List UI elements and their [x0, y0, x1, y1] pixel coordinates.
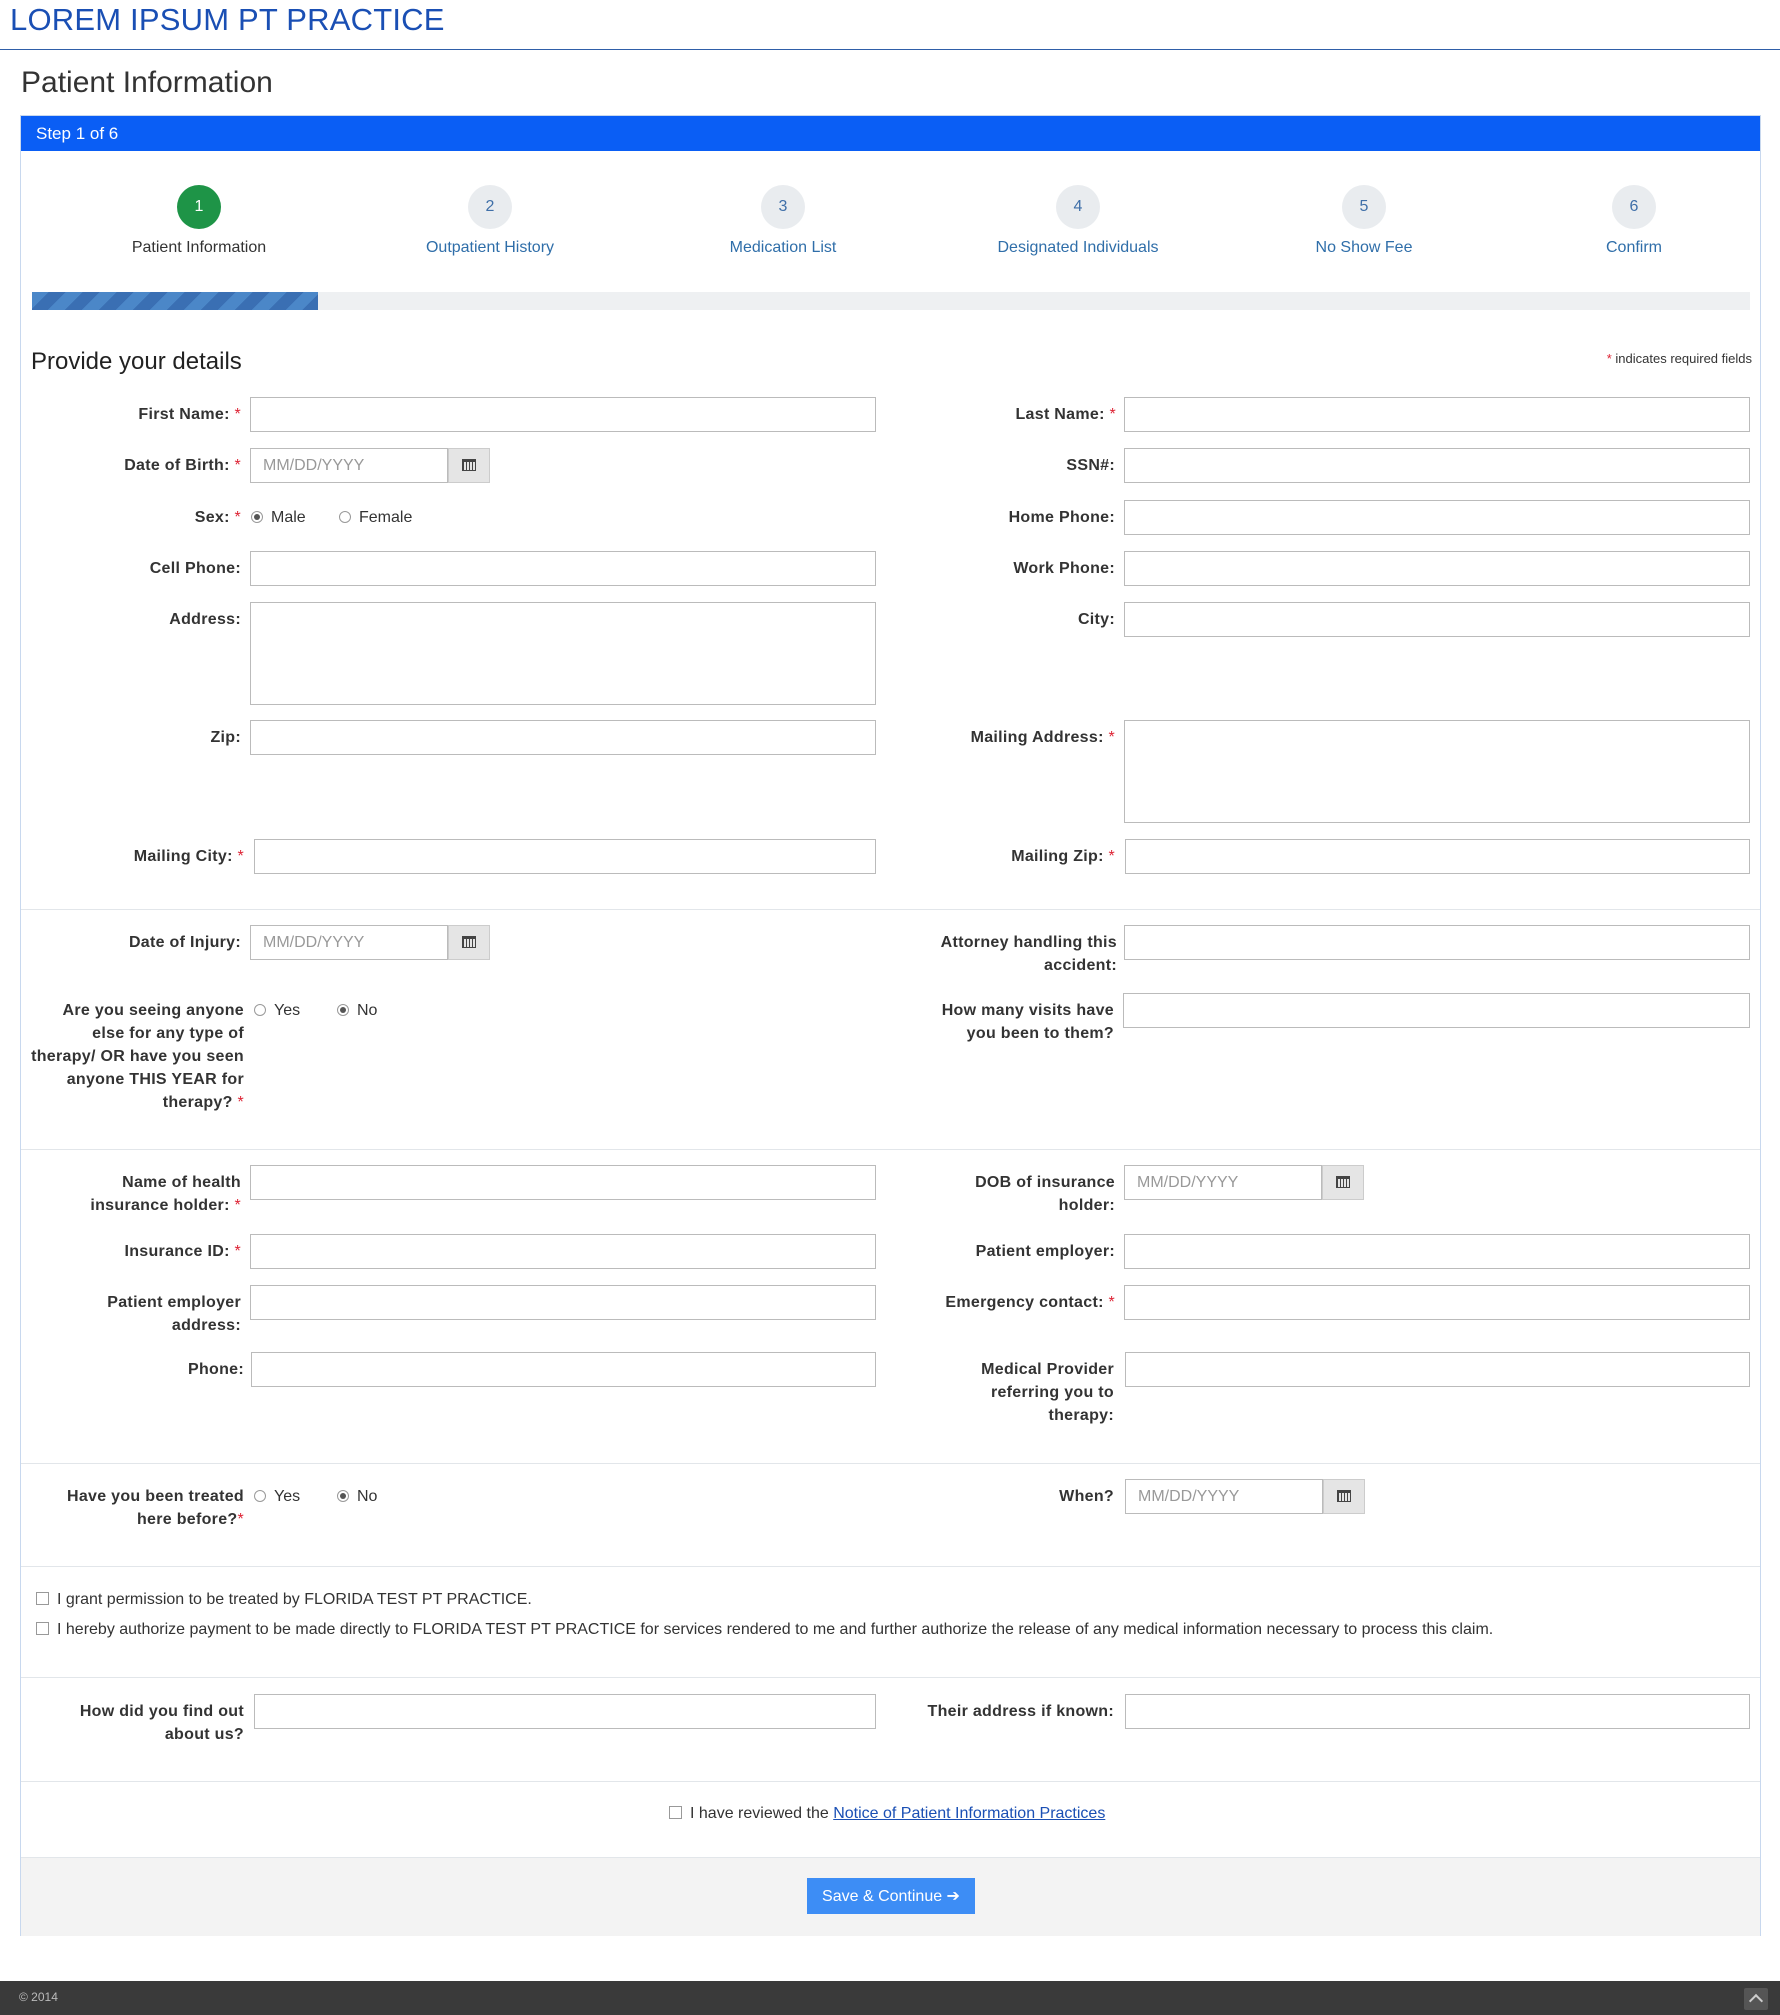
page-footer	[0, 1981, 1780, 2015]
page-title: Patient Information	[21, 66, 273, 99]
visits-label: How many visits have you been to them?	[941, 1002, 1114, 1042]
radio-icon	[254, 1004, 266, 1016]
injury-date-field[interactable]	[250, 925, 490, 960]
scroll-top-icon[interactable]	[1744, 1988, 1768, 2010]
progress-fill	[32, 292, 318, 310]
required-star: *	[1606, 351, 1612, 366]
radio-selected-icon	[337, 1004, 349, 1016]
ssn-input[interactable]	[1124, 448, 1750, 483]
site-header	[0, 0, 1780, 50]
cell-phone-label: Cell Phone:	[149, 560, 241, 577]
checkbox-icon	[36, 1592, 49, 1605]
mailing-zip-input[interactable]	[1125, 839, 1750, 874]
section-divider	[21, 1677, 1760, 1678]
radio-selected-icon	[337, 1490, 349, 1502]
date-of-injury-label: Date of Injury:	[128, 934, 241, 951]
their-address-input[interactable]	[1125, 1694, 1750, 1729]
work-phone-label: Work Phone:	[1013, 560, 1115, 577]
work-phone-input[interactable]	[1124, 551, 1750, 586]
calendar-button[interactable]	[448, 925, 490, 960]
phone-label: Phone:	[187, 1361, 244, 1378]
calendar-button[interactable]	[448, 448, 490, 483]
first-name-input[interactable]	[250, 397, 876, 432]
section-divider	[21, 1781, 1760, 1782]
step-3[interactable]	[673, 185, 893, 257]
step-number: 5	[1342, 185, 1386, 229]
seeing-anyone-label: Are you seeing anyone else for any type of therapy/ OR have you seen anyone THIS YEAR for therapy? *	[31, 1002, 244, 1111]
insurance-holder-label: Name of health insurance holder: *	[90, 1174, 241, 1214]
city-label: City:	[1077, 611, 1115, 628]
section-title: Provide your details	[31, 348, 242, 375]
patient-employer-input[interactable]	[1124, 1234, 1750, 1269]
dob-insurance-label: DOB of insurance holder:	[975, 1174, 1115, 1214]
step-5[interactable]	[1254, 185, 1474, 257]
notice-link[interactable]: Notice of Patient Information Practices	[833, 1805, 1106, 1822]
insurance-id-label: Insurance ID: *	[124, 1243, 241, 1260]
step-number: 2	[468, 185, 512, 229]
home-phone-input[interactable]	[1124, 500, 1750, 535]
dob-label: Date of Birth: *	[124, 457, 241, 474]
attorney-label: Attorney handling this accident:	[940, 934, 1117, 974]
when-label: When?	[1059, 1488, 1114, 1505]
employer-address-label: Patient employer address:	[107, 1294, 241, 1334]
calendar-icon	[1336, 1176, 1350, 1188]
emergency-contact-input[interactable]	[1124, 1285, 1750, 1320]
step-label: Outpatient History	[425, 239, 555, 256]
injury-date-input[interactable]: MM/DD/YYYY	[250, 925, 448, 960]
zip-label: Zip:	[210, 729, 241, 746]
form-panel	[20, 115, 1761, 1936]
step-label: Designated Individuals	[997, 239, 1159, 256]
mailing-zip-label: Mailing Zip: *	[1011, 848, 1115, 865]
brand-title[interactable]: LOREM IPSUM PT PRACTICE	[10, 2, 445, 37]
insurance-holder-input[interactable]	[250, 1165, 876, 1200]
step-label: Confirm	[1605, 239, 1662, 256]
progress-bar	[32, 292, 1750, 310]
step-1[interactable]	[89, 185, 309, 257]
required-note-text: indicates required fields	[1615, 351, 1752, 366]
mailing-address-textarea[interactable]	[1124, 720, 1750, 823]
seeing-no-radio[interactable]: No	[337, 1001, 377, 1021]
required-fields-note	[1607, 351, 1752, 366]
checkbox-icon	[669, 1806, 682, 1819]
copyright: © 2014	[19, 1990, 58, 2004]
sex-label: Sex: *	[194, 509, 241, 526]
treated-yes-radio[interactable]: Yes	[254, 1487, 300, 1507]
calendar-icon	[462, 936, 476, 948]
medical-provider-label: Medical Provider referring you to therapy:	[981, 1361, 1114, 1424]
step-6[interactable]	[1524, 185, 1744, 257]
permission-checkbox[interactable]: I grant permission to be treated by FLORIDA TEST PT PRACTICE.	[36, 1590, 532, 1610]
step-number: 6	[1612, 185, 1656, 229]
calendar-button[interactable]	[1322, 1165, 1364, 1200]
employer-address-input[interactable]	[250, 1285, 876, 1320]
section-divider	[21, 1149, 1760, 1150]
authorize-checkbox[interactable]: I hereby authorize payment to be made directly to FLORIDA TEST PT PRACTICE for services rendered to me and further authorize the release of any medical information necessary to process this claim.	[36, 1620, 1493, 1640]
patient-employer-label: Patient employer:	[975, 1243, 1115, 1260]
treated-no-radio[interactable]: No	[337, 1487, 377, 1507]
seeing-yes-radio[interactable]: Yes	[254, 1001, 300, 1021]
mailing-address-label: Mailing Address: *	[970, 729, 1115, 746]
step-4[interactable]	[968, 185, 1188, 257]
find-out-label: How did you find out about us?	[79, 1703, 244, 1743]
insurance-dob-date-field[interactable]	[1124, 1165, 1364, 1200]
phone-input[interactable]	[251, 1352, 876, 1387]
radio-icon	[254, 1490, 266, 1502]
step-number: 1	[177, 185, 221, 229]
address-label: Address:	[169, 611, 241, 628]
radio-selected-icon	[251, 511, 263, 523]
mailing-city-label: Mailing City: *	[133, 848, 244, 865]
when-date-input[interactable]: MM/DD/YYYY	[1125, 1479, 1323, 1514]
last-name-label: Last Name: *	[1015, 406, 1116, 423]
save-continue-button[interactable]: Save & Continue ➔	[807, 1878, 975, 1914]
step-number: 3	[761, 185, 805, 229]
last-name-input[interactable]	[1124, 397, 1750, 432]
city-input[interactable]	[1124, 602, 1750, 637]
treated-before-label: Have you been treated here before?*	[66, 1488, 244, 1528]
first-name-label: First Name: *	[138, 406, 241, 423]
cell-phone-input[interactable]	[250, 551, 876, 586]
visits-input[interactable]	[1123, 993, 1750, 1028]
notice-reviewed-checkbox[interactable]: I have reviewed the Notice of Patient Information Practices	[669, 1804, 1105, 1824]
section-divider	[21, 1463, 1760, 1464]
when-date-field[interactable]	[1125, 1479, 1365, 1514]
dob-input[interactable]: MM/DD/YYYY	[250, 448, 448, 483]
form-footer	[21, 1857, 1760, 1936]
sex-male-radio[interactable]: Male	[251, 508, 306, 528]
emergency-contact-label: Emergency contact: *	[945, 1294, 1115, 1311]
calendar-icon	[462, 459, 476, 471]
radio-icon	[339, 511, 351, 523]
checkbox-icon	[36, 1622, 49, 1635]
step-label: Patient Information	[131, 239, 267, 256]
section-divider	[21, 909, 1760, 910]
ssn-label: SSN#:	[1066, 457, 1115, 474]
mailing-city-input[interactable]	[254, 839, 876, 874]
insurance-id-input[interactable]	[250, 1234, 876, 1269]
their-address-label: Their address if known:	[927, 1703, 1114, 1720]
attorney-input[interactable]	[1124, 925, 1750, 960]
step-2[interactable]	[380, 185, 600, 257]
step-number: 4	[1056, 185, 1100, 229]
find-out-input[interactable]	[254, 1694, 876, 1729]
step-label: No Show Fee	[1315, 239, 1413, 256]
insurance-dob-input[interactable]: MM/DD/YYYY	[1124, 1165, 1322, 1200]
home-phone-label: Home Phone:	[1008, 509, 1115, 526]
sex-female-radio[interactable]: Female	[339, 508, 412, 528]
calendar-icon	[1337, 1490, 1351, 1502]
address-textarea[interactable]	[250, 602, 876, 705]
zip-input[interactable]	[250, 720, 876, 755]
step-label: Medication List	[729, 239, 837, 256]
dob-date-field[interactable]	[250, 448, 490, 483]
section-divider	[21, 1566, 1760, 1567]
calendar-button[interactable]	[1323, 1479, 1365, 1514]
step-bar: Step 1 of 6	[21, 116, 1760, 151]
medical-provider-input[interactable]	[1125, 1352, 1750, 1387]
